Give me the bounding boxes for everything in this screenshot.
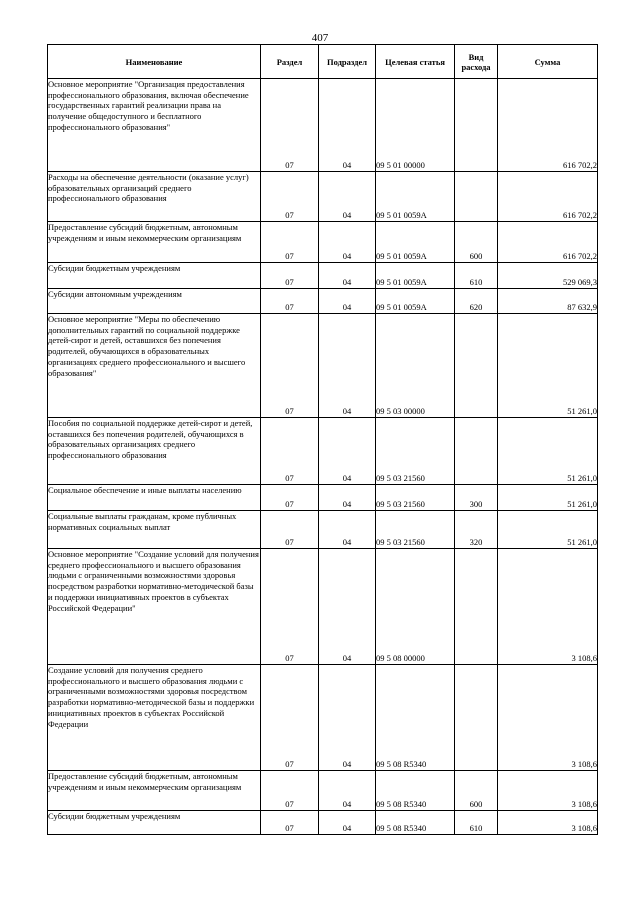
table-row bbox=[48, 289, 598, 314]
row-type: 300 bbox=[455, 485, 498, 511]
row-sum: 51 261,0 bbox=[498, 485, 598, 511]
row-target: 09 5 08 R5340 bbox=[376, 665, 455, 771]
row-name: Пособия по социальной поддержке детей-сирот и детей, оставшихся без попечения родителей, обучающихся в образовательных организациях среднего профессионального образования bbox=[48, 418, 261, 485]
row-type: 320 bbox=[455, 511, 498, 549]
row-name: Субсидии бюджетным учреждениям bbox=[48, 811, 261, 835]
page-number: 407 bbox=[311, 32, 329, 44]
row-name: Социальные выплаты гражданам, кроме публичных нормативных социальных выплат bbox=[48, 511, 261, 549]
row-sum: 616 702,2 bbox=[498, 222, 598, 263]
row-name: Предоставление субсидий бюджетным, автономным учреждениям и иным некоммерческим организациям bbox=[48, 222, 261, 263]
header-section: Раздел bbox=[261, 45, 319, 79]
row-subsection: 04 bbox=[319, 289, 376, 314]
row-sum: 51 261,0 bbox=[498, 511, 598, 549]
row-type: 620 bbox=[455, 289, 498, 314]
row-type: 610 bbox=[455, 263, 498, 289]
row-name: Основное мероприятие "Меры по обеспечению дополнительных гарантий по социальной поддержке детей-сирот и детей, оставшихся без попечения родителей, обучающихся в образовательных организациях среднего профессионального и высшего образования" bbox=[48, 314, 261, 418]
row-sum: 3 108,6 bbox=[498, 771, 598, 811]
row-sum: 51 261,0 bbox=[498, 314, 598, 418]
row-subsection: 04 bbox=[319, 485, 376, 511]
row-sum: 616 702,2 bbox=[498, 172, 598, 222]
row-type bbox=[455, 79, 498, 172]
table-row bbox=[48, 511, 598, 549]
row-name: Субсидии автономным учреждениям bbox=[48, 289, 261, 314]
budget-table bbox=[47, 44, 598, 835]
row-subsection: 04 bbox=[319, 418, 376, 485]
header-row bbox=[48, 45, 598, 79]
table-row bbox=[48, 771, 598, 811]
row-section: 07 bbox=[261, 263, 319, 289]
row-name: Субсидии бюджетным учреждениям bbox=[48, 263, 261, 289]
row-type: 600 bbox=[455, 771, 498, 811]
table-row bbox=[48, 485, 598, 511]
row-subsection: 04 bbox=[319, 79, 376, 172]
row-subsection: 04 bbox=[319, 263, 376, 289]
header-subsection: Подраздел bbox=[319, 45, 376, 79]
row-subsection: 04 bbox=[319, 314, 376, 418]
row-name: Предоставление субсидий бюджетным, автономным учреждениям и иным некоммерческим организациям bbox=[48, 771, 261, 811]
header-name: Наименование bbox=[48, 45, 261, 79]
row-name: Создание условий для получения среднего профессионального и высшего образования людьми с ограниченными возможностями здоровья посредством разработки нормативно-методической базы и поддержки инициативных проектов в субъектах Российской Федерации bbox=[48, 665, 261, 771]
header-sum: Сумма bbox=[498, 45, 598, 79]
row-target: 09 5 01 0059А bbox=[376, 172, 455, 222]
table-row bbox=[48, 418, 598, 485]
row-section: 07 bbox=[261, 314, 319, 418]
table-row bbox=[48, 172, 598, 222]
row-subsection: 04 bbox=[319, 549, 376, 665]
row-type bbox=[455, 549, 498, 665]
table-row bbox=[48, 665, 598, 771]
row-name: Расходы на обеспечение деятельности (оказание услуг) образовательных организаций среднего профессионального образования bbox=[48, 172, 261, 222]
row-type bbox=[455, 314, 498, 418]
row-target: 09 5 08 R5340 bbox=[376, 811, 455, 835]
row-type: 610 bbox=[455, 811, 498, 835]
row-subsection: 04 bbox=[319, 811, 376, 835]
row-sum: 529 069,3 bbox=[498, 263, 598, 289]
row-subsection: 04 bbox=[319, 665, 376, 771]
row-sum: 3 108,6 bbox=[498, 811, 598, 835]
row-target: 09 5 03 21560 bbox=[376, 485, 455, 511]
row-target: 09 5 03 21560 bbox=[376, 511, 455, 549]
row-section: 07 bbox=[261, 79, 319, 172]
row-sum: 87 632,9 bbox=[498, 289, 598, 314]
row-subsection: 04 bbox=[319, 771, 376, 811]
row-name: Основное мероприятие "Создание условий для получения среднего профессионального и высшего образования людьми с ограниченными возможностями здоровья посредством разработки нормативно-методической базы и поддержки инициативных проектов в субъектах Российской Федерации" bbox=[48, 549, 261, 665]
table-row bbox=[48, 811, 598, 835]
table-row bbox=[48, 222, 598, 263]
row-name: Социальное обеспечение и иные выплаты населению bbox=[48, 485, 261, 511]
row-name: Основное мероприятие "Организация предоставления профессионального образования, включая обеспечение государственных гарантий реализации права на получение общедоступного и бесплатного профессионального образования" bbox=[48, 79, 261, 172]
row-section: 07 bbox=[261, 665, 319, 771]
row-section: 07 bbox=[261, 172, 319, 222]
row-type: 600 bbox=[455, 222, 498, 263]
header-type: Вид расхода bbox=[455, 45, 498, 79]
row-section: 07 bbox=[261, 485, 319, 511]
row-type bbox=[455, 665, 498, 771]
row-section: 07 bbox=[261, 289, 319, 314]
row-target: 09 5 01 0059А bbox=[376, 263, 455, 289]
row-sum: 616 702,2 bbox=[498, 79, 598, 172]
row-type bbox=[455, 172, 498, 222]
row-section: 07 bbox=[261, 418, 319, 485]
row-section: 07 bbox=[261, 222, 319, 263]
row-section: 07 bbox=[261, 811, 319, 835]
row-target: 09 5 01 0059А bbox=[376, 222, 455, 263]
row-target: 09 5 01 0059А bbox=[376, 289, 455, 314]
row-target: 09 5 03 00000 bbox=[376, 314, 455, 418]
row-section: 07 bbox=[261, 549, 319, 665]
row-sum: 3 108,6 bbox=[498, 549, 598, 665]
row-type bbox=[455, 418, 498, 485]
header-target: Целевая статья bbox=[376, 45, 455, 79]
table-row bbox=[48, 549, 598, 665]
row-subsection: 04 bbox=[319, 222, 376, 263]
row-sum: 51 261,0 bbox=[498, 418, 598, 485]
row-target: 09 5 03 21560 bbox=[376, 418, 455, 485]
row-section: 07 bbox=[261, 771, 319, 811]
row-sum: 3 108,6 bbox=[498, 665, 598, 771]
table-row bbox=[48, 314, 598, 418]
row-target: 09 5 08 00000 bbox=[376, 549, 455, 665]
row-subsection: 04 bbox=[319, 511, 376, 549]
row-target: 09 5 08 R5340 bbox=[376, 771, 455, 811]
row-section: 07 bbox=[261, 511, 319, 549]
table-row bbox=[48, 79, 598, 172]
table-row bbox=[48, 263, 598, 289]
row-target: 09 5 01 00000 bbox=[376, 79, 455, 172]
row-subsection: 04 bbox=[319, 172, 376, 222]
